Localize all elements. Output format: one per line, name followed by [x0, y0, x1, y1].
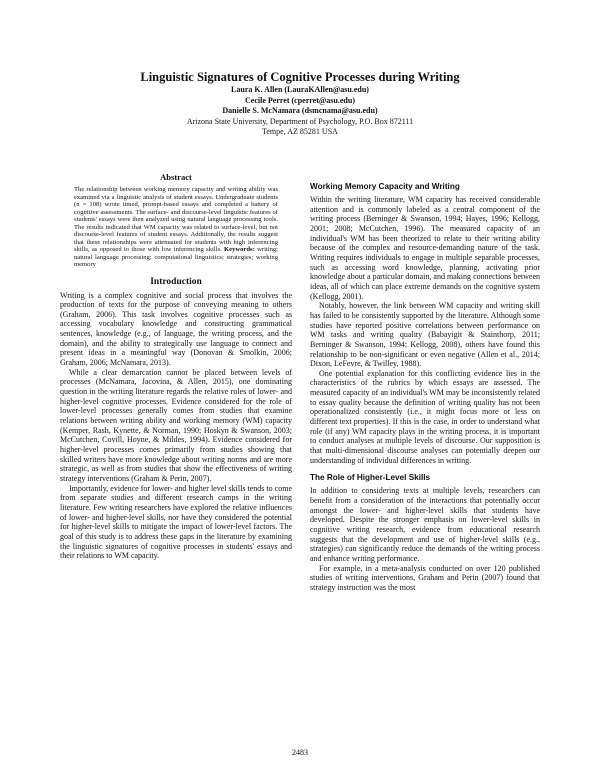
- wm-paragraph-1: Within the writing literature, WM capacity has received considerable attention and is commonly labeled as a central component of the writing process (Berninger & Swanson, 1994; Hayes, 1996; Kellogg, 2001; 2008; McCutchen, 1996). The measured capacity of an individual's WM has been theorized to relate to their writing ability because of the complex and resource-demanding nature of the task. Writing requires individuals to engage in multiple separable processes, such as accessing word knowledge, planning, activating prior knowledge about a particular domain, and making connections between ideas, all of which can place extreme demands on the cognitive system (Kellogg, 2001).: [310, 195, 540, 301]
- paper-title: Linguistic Signatures of Cognitive Processes during Writing: [140, 70, 460, 84]
- higher-level-paragraph-2: For example, in a meta-analysis conducted on over 120 published studies of writing interventions, Graham and Perin (2007) found that strategy instruction was the most: [310, 563, 540, 592]
- page-number: 2483: [292, 748, 308, 757]
- abstract-text: [74, 186, 278, 269]
- affiliation-line-2: Tempe, AZ 85281 USA: [262, 127, 338, 137]
- abstract-body: The relationship between working memory capacity and writing ability was examined via a linguistic analysis of student essays. Undergraduate students (n = 108) wrote timed, prompt-based essays and completed a battery of cognitive assessments. The surface- and discourse-level linguistic features of students' essays were then analyzed using natural language processing tools. The results indicated that WM capacity was related to surface-level, but not discourse-level features of student essays. Additionally, the results suggest that these relationships were attenuated for students with high inferencing skills, as opposed to those with low inferencing skills.: [74, 186, 278, 253]
- affiliation-line-1: Arizona State University, Department of Psychology, P.O. Box 872111: [186, 116, 414, 126]
- wm-paragraph-2: Notably, however, the link between WM capacity and writing skill has failed to be consistently supported by the literature. Although some studies have reported positive correlations between performance on WM tasks and writing quality (Babayigit & Stainthorp, 2011; Berninger & Swanson, 1994; Kellogg, 2008), others have found this relationship to be non-significant or even negative (Allen et al., 2014; Dixon, LeFevre, & Twilley, 1988).: [310, 301, 540, 369]
- author-3: Danielle S. McNamara (dsmcnama@asu.edu): [222, 106, 378, 116]
- wm-section-heading: Working Memory Capacity and Writing: [310, 182, 460, 191]
- author-block: [0, 85, 600, 138]
- higher-level-heading: The Role of Higher-Level Skills: [310, 473, 431, 483]
- left-column: [60, 172, 292, 561]
- author-2: Cecile Perret (cperret@asu.edu): [245, 95, 355, 105]
- intro-paragraph-3: Importantly, evidence for lower- and higher level skills tends to come from separate studies and different research camps in the writing literature. Few writing researchers have explored the relative influences of lower- and higher-level skills, nor have they considered the potential for higher-level skills to mitigate the impact of lower-level factors. The goal of this study is to address these gaps in the literature by examining the linguistic signatures of cognitive processes in students' essays and their relations to WM capacity.: [60, 483, 292, 561]
- introduction-heading: Introduction: [150, 276, 202, 287]
- intro-paragraph-1: Writing is a complex cognitive and social process that involves the production of texts for the purpose of conveying meaning to others (Graham, 2006). This task involves cognitive processes such as accessing vocabulary knowledge and constructing grammatical sentences, knowledge (e.g., of language, the writing process, and the domain), and the ability to strategically use language to connect and present ideas in a meaningful way (Donovan & Smolkin, 2006; Graham, 2006; McNamara, 2013).: [60, 290, 292, 368]
- author-1: Laura K. Allen (LauraKAllen@asu.edu): [231, 85, 369, 94]
- keywords-label: Keywords:: [224, 246, 255, 253]
- intro-paragraph-2: While a clear demarcation cannot be placed between levels of processes (McNamara, Jacovina, & Allen, 2015), one dominating question in the writing literature regards the relative roles of lower- and higher-level cognitive processes. Evidence considered for the role of lower-level processes generally comes from studies that examine relations between writing ability and working memory (WM) capacity (Kemper, Rash, Kynette, & Norman, 1990; Hoskyn & Swanson, 2003; McCutchen, Covill, Hoyne, & Mildes, 1994). Evidence considered for higher-level processes comes primarily from studies showing that skilled writers have more knowledge about writing norms and are more strategic, as well as from studies that show the effectiveness of writing strategy interventions (Graham & Perin, 2007).: [60, 367, 292, 483]
- abstract-heading: Abstract: [160, 172, 192, 182]
- keywords-text: writing; natural language processing; computational linguistics; strategies; working memory: [74, 246, 278, 268]
- wm-paragraph-3: One potential explanation for this conflicting evidence lies in the characteristics of the rubrics by which essays are assessed. The measured capacity of an individual's WM may be inconsistently related to essay quality because the definition of writing quality has not been operationalized consistently (i.e., it might focus more or less on different text properties). If this is the case, in order to understand what role (if any) WM capacity plays in the writing process, it is important to conduct analyses at multiple levels of discourse. Our supposition is that multi-dimensional discourse analyses can potentially deepen our understanding of individual differences in writing.: [310, 368, 540, 465]
- right-column: [310, 182, 540, 593]
- higher-level-paragraph-1: In addition to considering texts at multiple levels, researchers can benefit from a consideration of the interactions that potentially occur amongst the lower- and higher-level skills that students have developed. Despite the stronger emphasis on lower-level skills in cognitive writing research, evidence from educational research suggests that the development and use of higher-level skills (e.g., strategies) can significantly reduce the demands of the writing process and enhance writing performance.: [310, 486, 540, 563]
